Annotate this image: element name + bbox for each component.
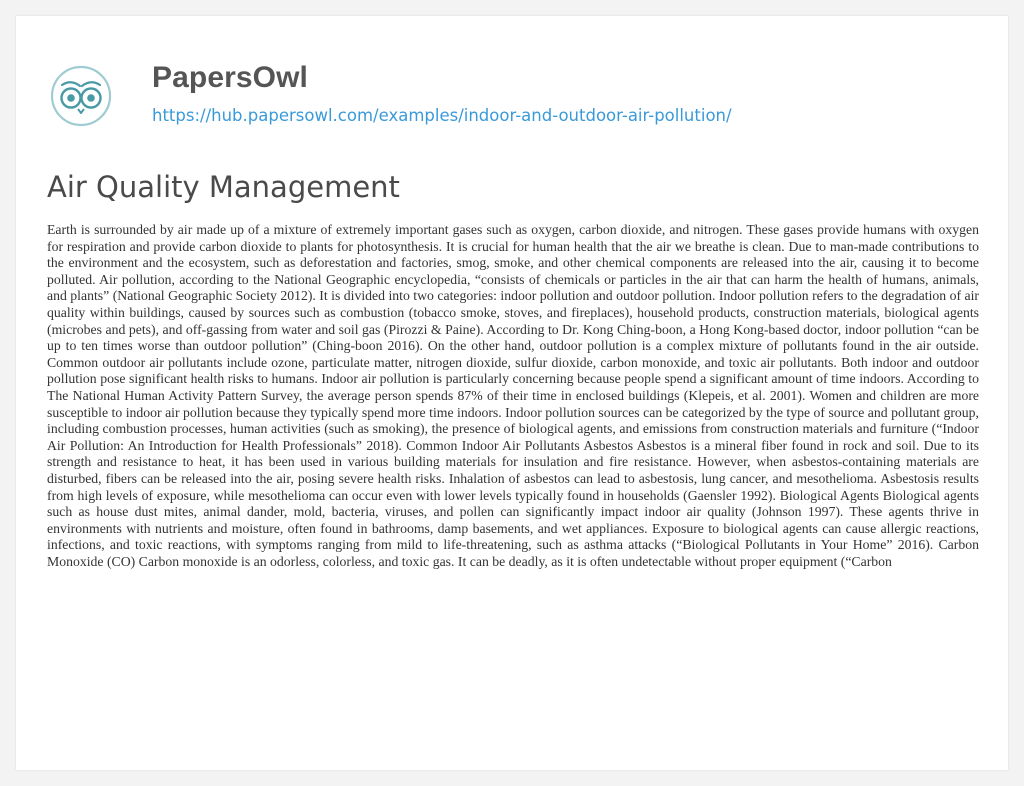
owl-eyes-icon <box>50 65 112 127</box>
site-header <box>32 45 992 135</box>
document-body: Earth is surrounded by air made up of a mixture of extremely important gases such as oxygen, carbon dioxide, and nitrogen. These gases provide humans with oxygen for respiration and provide carbon dioxide to plants for photosynthesis. It is crucial for human health that the air we breathe is clean. Due to man-made contributions to the environment and the ecosystem, such as deforestation and factories, smog, smoke, and other chemical components are released into the air, causing it to become polluted. Air pollution, according to the National Geographic encyclopedia, “consists of chemicals or particles in the air that can harm the health of humans, animals, and plants” (National Geographic Society 2012). It is divided into two categories: indoor pollution and outdoor pollution. Indoor pollution refers to the degradation of air quality within buildings, caused by sources such as combustion (tobacco smoke, stoves, and fireplaces), household products, construction materials, biological agents (microbes and pets), and off-gassing from water and soil gas (Pirozzi & Paine). According to Dr. Kong Ching-boon, a Hong Kong-based doctor, indoor pollution “can be up to ten times worse than outdoor pollution” (Ching-boon 2016). On the other hand, outdoor pollution is a complex mixture of pollutants found in the air outside. Common outdoor air pollutants include ozone, particulate matter, nitrogen dioxide, sulfur dioxide, carbon monoxide, and toxic air pollutants. Both indoor and outdoor pollution pose significant health risks to humans. Indoor air pollution is particularly concerning because people spend a significant amount of time indoors. According to The National Human Activity Pattern Survey, the average person spends 87% of their time in enclosed buildings (Klepeis, et al. 2001). Women and children are more susceptible to indoor air pollution because they typically spend more time indoors. Indoor pollution sources can be categorized by the type of source and pollutant group, including combustion processes, human activities (such as smoking), the presence of biological agents, and emissions from construction materials and furniture (“Indoor Air Pollution: An Introduction for Health Professionals” 2018). Common Indoor Air Pollutants Asbestos Asbestos is a mineral fiber found in rock and soil. Due to its strength and resistance to heat, it has been used in various building materials for insulation and fire resistance. However, when asbestos-containing materials are disturbed, fibers can be released into the air, posing severe health risks. Inhalation of asbestos can lead to asbestosis, lung cancer, and mesothelioma. Asbestosis results from high levels of exposure, while mesothelioma can occur even with lower levels typically found in households (Gaensler 1992). Biological Agents Biological agents such as house dust mites, animal dander, mold, bacteria, viruses, and pollen can significantly impact indoor air quality (Johnson 1997). These agents thrive in environments with nutrients and moisture, often found in bathrooms, damp basements, and wet appliances. Exposure to biological agents can cause allergic reactions, infections, and toxic reactions, with symptoms ranging from mild to life-threatening, such as asthma attacks (“Biological Pollutants in Your Home” 2016). Carbon Monoxide (CO) Carbon monoxide is an odorless, colorless, and toxic gas. It can be deadly, as it is often undetectable without proper equipment (“Carbon <box>47 222 979 569</box>
document-title: Air Quality Management <box>47 170 400 204</box>
source-url-link[interactable]: https://hub.papersowl.com/examples/indoor-and-outdoor-air-pollution/ <box>152 106 732 125</box>
brand-name[interactable]: PapersOwl <box>152 61 308 94</box>
